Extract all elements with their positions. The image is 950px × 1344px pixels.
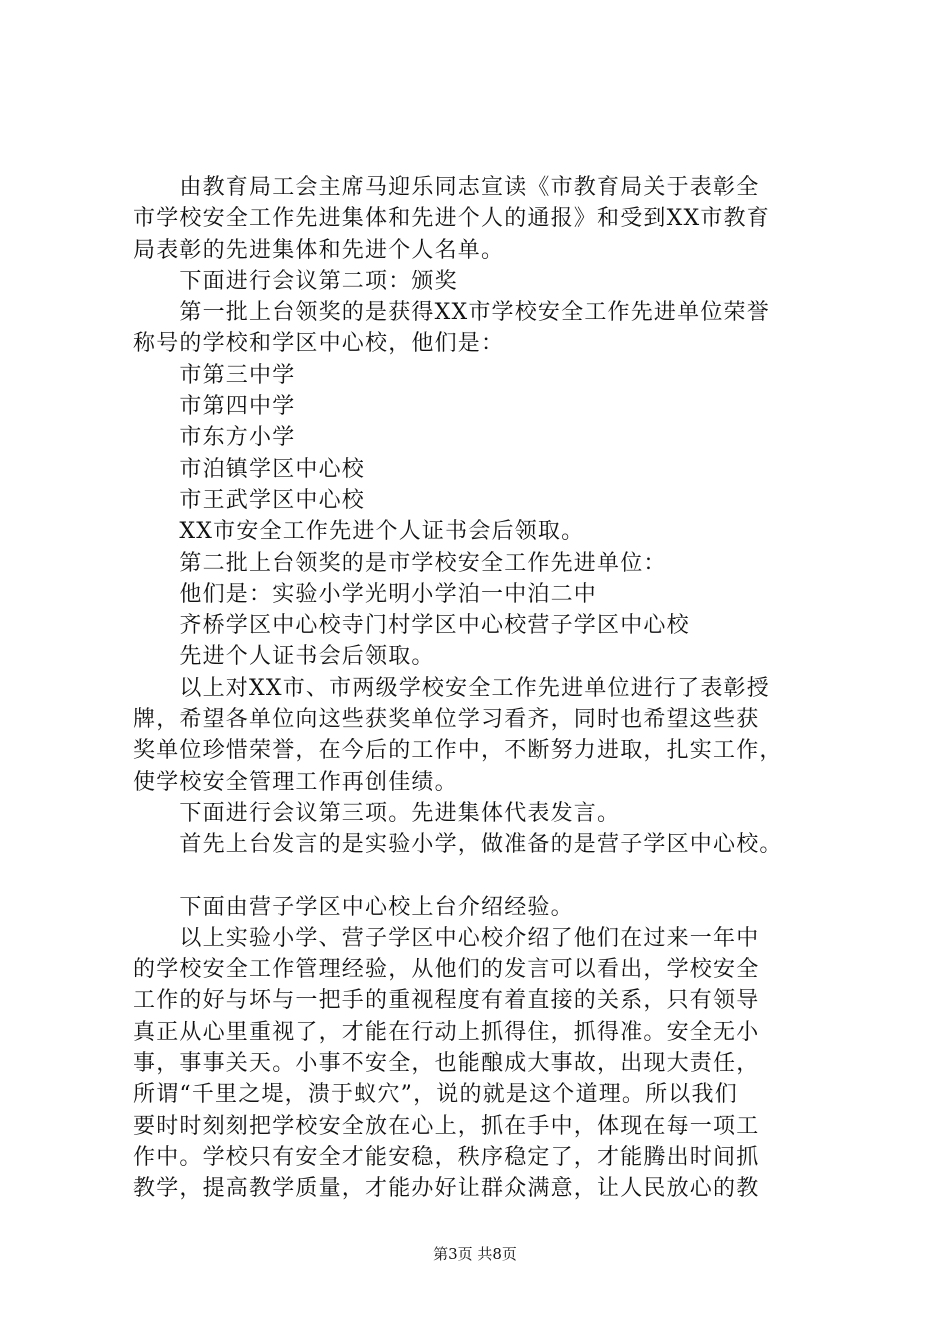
text-line: 市泊镇学区中心校 (133, 456, 366, 482)
text-line: 下面进行会议第二项：颁奖 (133, 268, 458, 294)
text-line: 工作的好与坏与一把手的重视程度有着直接的关系，只有领导 (133, 988, 760, 1014)
text-line: 市东方小学 (133, 425, 296, 451)
text-line: 作中。学校只有安全才能安稳，秩序稳定了，才能腾出时间抓 (133, 1144, 760, 1170)
body-text (133, 172, 833, 1205)
text-line: 市第四中学 (133, 394, 296, 420)
text-line: 局表彰的先进集体和先进个人名单。 (133, 237, 505, 263)
text-line: 以上对XX市、市两级学校安全工作先进单位进行了表彰授 (133, 675, 770, 701)
text-line: 称号的学校和学区中心校，他们是： (133, 331, 505, 357)
text-line: 市第三中学 (133, 362, 296, 388)
text-line: 事，事事关天。小事不安全，也能酿成大事故，出现大责任， (133, 1051, 760, 1077)
text-line: 要时时刻刻把学校安全放在心上，抓在手中，体现在每一项工 (133, 1113, 760, 1139)
text-line: 真正从心里重视了，才能在行动上抓得住，抓得准。安全无小 (133, 1019, 760, 1045)
text-line: 下面由营子学区中心校上台介绍经验。 (133, 894, 574, 920)
text-line: 市王武学区中心校 (133, 487, 366, 513)
text-line: 齐桥学区中心校寺门村学区中心校营子学区中心校 (133, 613, 690, 639)
text-line: 下面进行会议第三项。先进集体代表发言。 (133, 800, 621, 826)
text-line: 使学校安全管理工作再创佳绩。 (133, 769, 458, 795)
text-line: 第一批上台领奖的是获得XX市学校安全工作先进单位荣誉 (133, 300, 770, 326)
text-line: 教学，提高教学质量，才能办好让群众满意，让人民放心的教 (133, 1176, 760, 1202)
text-line: 奖单位珍惜荣誉，在今后的工作中，不断努力进取，扎实工作， (133, 738, 783, 764)
text-line: 首先上台发言的是实验小学，做准备的是营子学区中心校。 (133, 832, 783, 858)
page-footer: 第3页 共8页 (433, 1245, 517, 1263)
text-line: 他们是：实验小学光明小学泊一中泊二中 (133, 581, 598, 607)
text-line: XX市安全工作先进个人证书会后领取。 (133, 519, 585, 545)
text-line: 的学校安全工作管理经验，从他们的发言可以看出，学校安全 (133, 957, 760, 983)
text-line: 牌，希望各单位向这些获奖单位学习看齐，同时也希望这些获 (133, 707, 760, 733)
text-line: 由教育局工会主席马迎乐同志宣读《市教育局关于表彰全 (133, 175, 760, 200)
text-line: 以上实验小学、营子学区中心校介绍了他们在过来一年中 (133, 925, 760, 951)
paragraph-gap (133, 861, 833, 892)
text-line: 第二批上台领奖的是市学校安全工作先进单位： (133, 550, 667, 576)
text-line: 先进个人证书会后领取。 (133, 644, 435, 670)
text-line: 市学校安全工作先进集体和先进个人的通报》和受到XX市教育 (133, 206, 770, 232)
text-line: 所谓“千里之堤，溃于蚁穴”，说的就是这个道理。所以我们 (133, 1082, 738, 1108)
